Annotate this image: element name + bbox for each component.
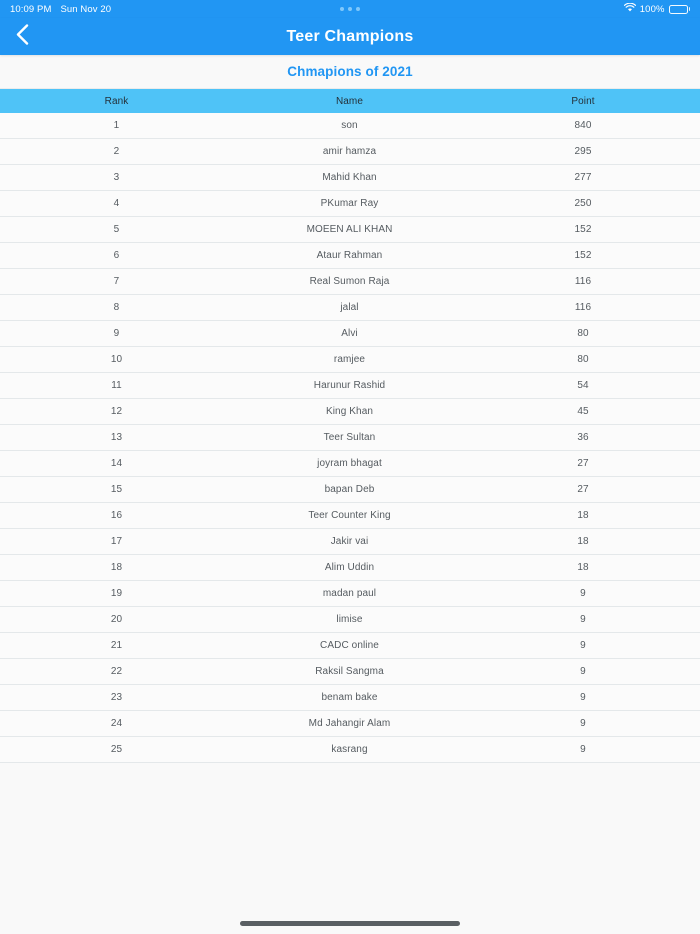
cell-name: Alvi: [341, 328, 358, 339]
table-row[interactable]: [0, 451, 700, 477]
status-time: 10:09 PM: [10, 3, 52, 15]
cell-rank: 3: [113, 172, 120, 183]
cell-point: 9: [580, 692, 586, 703]
content-filler: [0, 763, 700, 912]
cell-point: 9: [580, 718, 586, 729]
table-row[interactable]: [0, 269, 700, 295]
cell-point: 27: [577, 484, 589, 495]
battery-cap: [689, 7, 691, 11]
table-row[interactable]: [0, 295, 700, 321]
home-indicator-bar[interactable]: [240, 921, 460, 926]
cell-point: 152: [574, 250, 592, 261]
cell-point: 250: [574, 198, 592, 209]
cell-point: 9: [580, 640, 586, 651]
table-row[interactable]: [0, 685, 700, 711]
cell-name: Ataur Rahman: [316, 250, 383, 261]
cell-rank: 6: [113, 250, 120, 261]
cell-rank: 13: [110, 432, 123, 443]
cell-point: 80: [577, 354, 589, 365]
status-bar-left: [10, 4, 111, 15]
status-bar: [0, 0, 700, 18]
table-row[interactable]: [0, 633, 700, 659]
cell-point: 18: [577, 510, 589, 521]
cell-point: 295: [574, 146, 592, 157]
column-header-rank: Rank: [104, 95, 129, 107]
subtitle-band: [0, 55, 700, 89]
table-row[interactable]: [0, 191, 700, 217]
cell-rank: 9: [113, 328, 120, 339]
cell-rank: 25: [110, 744, 123, 755]
cell-name: son: [341, 120, 358, 131]
cell-name: jalal: [340, 302, 359, 313]
cell-name: kasrang: [331, 744, 368, 755]
cell-rank: 18: [110, 562, 123, 573]
cell-point: 152: [574, 224, 592, 235]
table-row[interactable]: [0, 581, 700, 607]
cell-point: 116: [574, 276, 592, 287]
cell-point: 9: [580, 744, 586, 755]
cell-name: madan paul: [322, 588, 377, 599]
page-title: Teer Champions: [286, 27, 414, 45]
cell-name: Md Jahangir Alam: [308, 718, 391, 729]
table-row[interactable]: [0, 659, 700, 685]
cell-name: ramjee: [333, 354, 366, 365]
cell-name: MOEEN ALI KHAN: [306, 224, 393, 235]
cell-rank: 17: [110, 536, 123, 547]
table-row[interactable]: [0, 399, 700, 425]
cell-point: 18: [577, 536, 589, 547]
status-date: Sun Nov 20: [60, 3, 112, 15]
cell-rank: 4: [113, 198, 120, 209]
cell-rank: 8: [113, 302, 120, 313]
cell-name: Teer Counter King: [308, 510, 391, 521]
table-row[interactable]: [0, 139, 700, 165]
cell-name: limise: [336, 614, 363, 625]
champions-table: [0, 89, 700, 763]
cell-rank: 22: [110, 666, 123, 677]
cell-point: 54: [577, 380, 589, 391]
table-row[interactable]: [0, 607, 700, 633]
cell-rank: 12: [110, 406, 123, 417]
cell-rank: 15: [110, 484, 123, 495]
cell-rank: 14: [110, 458, 123, 469]
cell-point: 80: [577, 328, 589, 339]
cell-name: Mahid Khan: [322, 172, 377, 183]
navigation-bar: [0, 18, 700, 55]
table-row[interactable]: [0, 737, 700, 763]
cell-name: joyram bhagat: [317, 458, 382, 469]
cell-name: benam bake: [321, 692, 378, 703]
column-header-name: Name: [335, 95, 364, 107]
battery-body: [669, 5, 688, 14]
cell-point: 45: [577, 406, 589, 417]
cell-name: Harunur Rashid: [313, 380, 386, 391]
table-row[interactable]: [0, 217, 700, 243]
table-row[interactable]: [0, 347, 700, 373]
cell-name: King Khan: [325, 406, 374, 417]
cell-name: Raksil Sangma: [315, 666, 384, 677]
cell-name: amir hamza: [322, 146, 377, 157]
cell-name: CADC online: [320, 640, 379, 651]
table-row[interactable]: [0, 321, 700, 347]
back-button[interactable]: [0, 18, 44, 55]
cell-point: 9: [580, 666, 586, 677]
cell-name: Alim Uddin: [324, 562, 375, 573]
battery-percent-label: 100%: [639, 3, 665, 15]
chevron-left-icon: [16, 24, 29, 50]
table-row[interactable]: [0, 243, 700, 269]
cell-rank: 23: [110, 692, 123, 703]
cell-name: Real Sumon Raja: [309, 276, 390, 287]
cell-name: Teer Sultan: [323, 432, 376, 443]
cell-rank: 7: [113, 276, 120, 287]
battery-icon: [669, 5, 691, 14]
table-row[interactable]: [0, 477, 700, 503]
dot-3: [356, 7, 360, 11]
table-row[interactable]: [0, 503, 700, 529]
subtitle-text: Chmapions of 2021: [287, 64, 413, 79]
cell-rank: 21: [110, 640, 123, 651]
dot-1: [340, 7, 344, 11]
table-row[interactable]: [0, 165, 700, 191]
cell-rank: 1: [113, 120, 120, 131]
cell-point: 9: [580, 614, 586, 625]
column-header-point: Point: [571, 95, 595, 107]
cell-rank: 16: [110, 510, 123, 521]
cell-rank: 11: [111, 380, 122, 391]
cell-name: Jakir vai: [330, 536, 369, 547]
dot-2: [348, 7, 352, 11]
table-row[interactable]: [0, 113, 700, 139]
cell-rank: 19: [110, 588, 123, 599]
cell-point: 277: [574, 172, 592, 183]
cell-point: 18: [577, 562, 589, 573]
table-row[interactable]: [0, 529, 700, 555]
home-indicator-area: [0, 912, 700, 934]
cell-rank: 10: [110, 354, 123, 365]
table-row[interactable]: [0, 373, 700, 399]
cell-rank: 20: [110, 614, 123, 625]
wifi-icon: [624, 3, 636, 15]
table-row[interactable]: [0, 711, 700, 737]
table-body: [0, 113, 700, 763]
table-row[interactable]: [0, 425, 700, 451]
cell-point: 27: [577, 458, 589, 469]
cell-rank: 2: [113, 146, 120, 157]
cell-point: 116: [574, 302, 592, 313]
table-header-row: [0, 89, 700, 113]
cell-point: 9: [580, 588, 586, 599]
cell-rank: 24: [110, 718, 123, 729]
cell-rank: 5: [113, 224, 120, 235]
table-row[interactable]: [0, 555, 700, 581]
cell-point: 36: [577, 432, 589, 443]
status-bar-right: [624, 3, 690, 15]
cell-name: PKumar Ray: [320, 198, 379, 209]
cell-point: 840: [574, 120, 592, 131]
cell-name: bapan Deb: [324, 484, 375, 495]
